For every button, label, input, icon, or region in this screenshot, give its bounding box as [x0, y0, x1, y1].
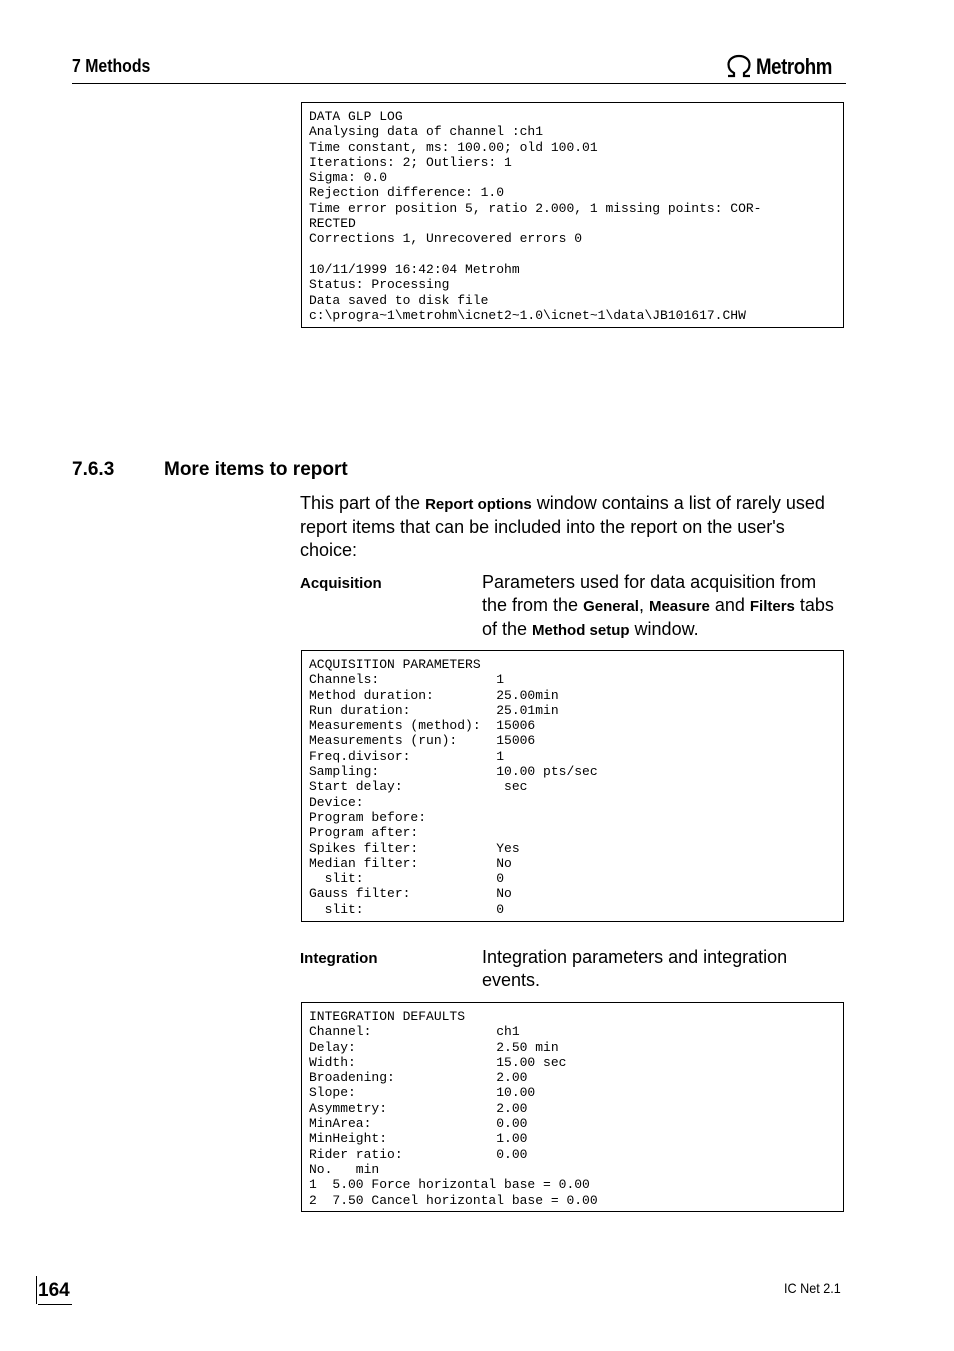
footer-left-line: [36, 1276, 37, 1304]
intro-paragraph: This part of the Report options window contains a list of rarely used report items that can be included into the report on the user's choice:: [300, 493, 825, 560]
integration-defaults-text: INTEGRATION DEFAULTS Channel: ch1 Delay: 2.50 min Width: 15.00 sec Broadening: 2.00 Slope: 10.00 Asymmetry: 2.00 MinArea: 0.00 MinHeight: 1.00 Rider ratio: 0.00 No. min 1 5.00 Force horizontal base = 0.00 2 7.50 Cancel horizontal base = 0.00: [309, 1009, 598, 1208]
acquisition-description: Parameters used for data acquisition from the from the General, Measure and Filters tabs of the Method setup window.: [482, 572, 834, 639]
section-number: 7.6.3: [72, 459, 115, 480]
report-options-term: Report options: [425, 496, 532, 513]
integration-label: Integration: [300, 950, 378, 967]
glp-log-box: [301, 102, 844, 328]
footer-rule: [38, 1304, 72, 1305]
running-header-section: 7 Methods: [72, 56, 151, 76]
footer-product: IC Net 2.1: [784, 1280, 841, 1296]
omega-icon: [724, 54, 754, 80]
header-rule: [72, 83, 846, 84]
acquisition-label: Acquisition: [300, 575, 382, 592]
integration-defaults-box: [301, 1002, 844, 1212]
acquisition-parameters-text: ACQUISITION PARAMETERS Channels: 1 Method duration: 25.00min Run duration: 25.01min Measurements (method): 15006 Measurements (run): 15006 Freq.divisor: 1 Sampling: 10.00 pts/sec Start delay: sec Device: Program before: Program after: Spikes filter: Yes Median filter: No slit: 0 Gauss filter: No slit: 0: [309, 657, 598, 917]
glp-log-text: DATA GLP LOG Analysing data of channel :ch1 Time constant, ms: 100.00; old 100.01 Iterations: 2; Outliers: 1 Sigma: 0.0 Rejection difference: 1.0 Time error position 5, ratio 2.000, 1 missing points: COR- RECTED Corrections 1, Unrecovered errors 0 10/11/1999 16:42:04 Metrohm Status: Processing Data saved to disk file c:\progra~1\metrohm\icnet2~1.0\icnet~1\data\JB101617.CHW: [309, 109, 762, 323]
metrohm-logo: [724, 53, 846, 81]
page-number: 164: [38, 1280, 70, 1301]
integration-description: Integration parameters and integration events.: [482, 947, 788, 990]
logo-wordmark: Metrohm: [756, 54, 832, 79]
section-title: More items to report: [164, 459, 348, 480]
acquisition-parameters-box: [301, 650, 844, 922]
